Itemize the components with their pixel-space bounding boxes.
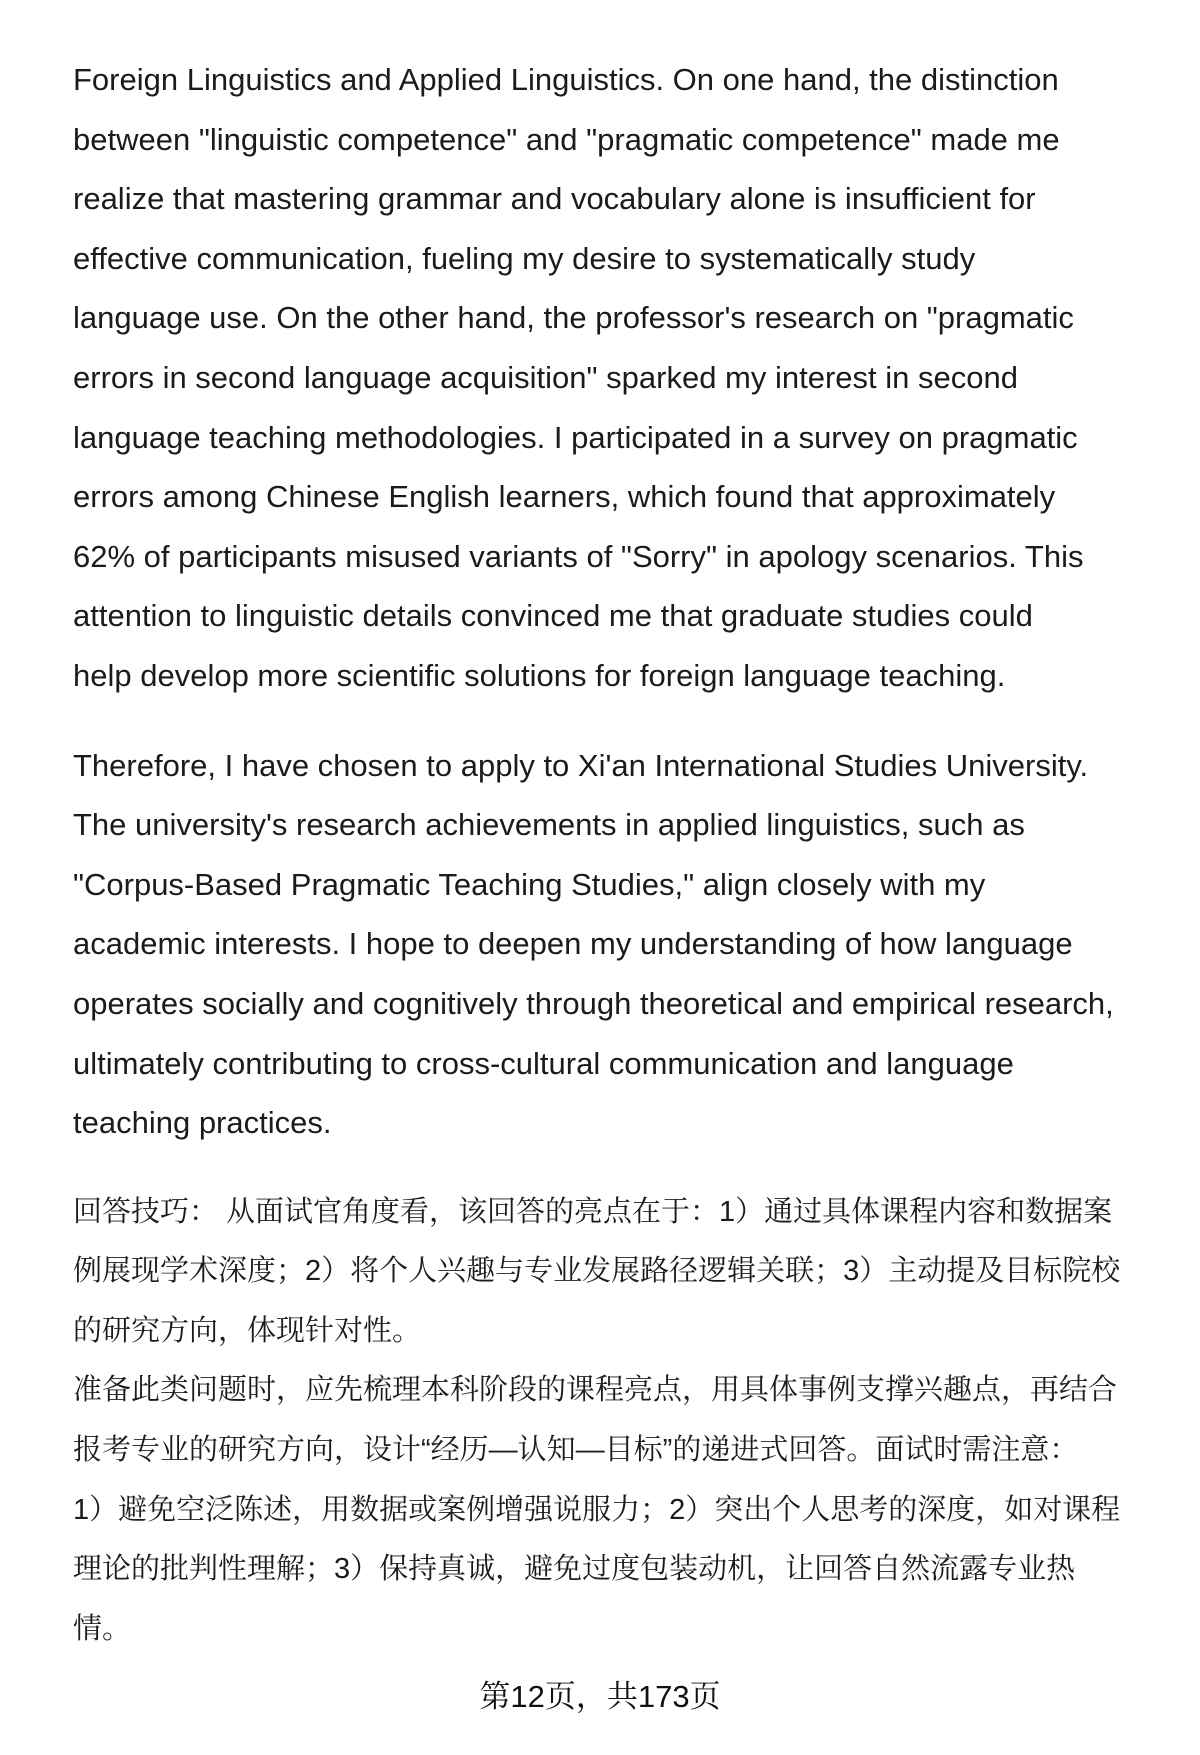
text-line: 例展现学术深度；2）将个人兴趣与专业发展路径逻辑关联；3）主动提及目标院校	[73, 1255, 1121, 1288]
body-paragraph-1	[73, 50, 1173, 706]
text-line: The university's research achievements in applied linguistics, such as	[73, 807, 1025, 843]
tips-paragraph-2	[73, 1361, 1173, 1659]
text-line: help develop more scientific solutions for foreign language teaching.	[73, 657, 1006, 693]
text-line: effective communication, fueling my desire to systematically study	[73, 240, 976, 276]
text-line: 准备此类问题时，应先梳理本科阶段的课程亮点，用具体事例支撑兴趣点，再结合	[73, 1374, 1118, 1407]
text-line: errors in second language acquisition" sparked my interest in second	[73, 359, 1018, 395]
text-line: 理论的批判性理解；3）保持真诚，避免过度包装动机，让回答自然流露专业热	[73, 1553, 1076, 1586]
text-line: realize that mastering grammar and vocabulary alone is insufficient for	[73, 181, 1036, 217]
text-line: 情。	[73, 1612, 132, 1645]
text-line: between "linguistic competence" and "pragmatic competence" made me	[73, 121, 1060, 157]
text-line: language teaching methodologies. I participated in a survey on pragmatic	[73, 419, 1078, 455]
text-line: ultimately contributing to cross-cultural communication and language	[73, 1045, 1014, 1081]
body-paragraph-2	[73, 736, 1173, 1153]
tips-paragraph-1	[73, 1183, 1173, 1362]
text-line: teaching practices.	[73, 1105, 332, 1141]
text-line: 1）避免空泛陈述，用数据或案例增强说服力；2）突出个人思考的深度，如对课程	[73, 1493, 1121, 1526]
text-line: attention to linguistic details convinced me that graduate studies could	[73, 598, 1033, 634]
text-line: language use. On the other hand, the professor's research on "pragmatic	[73, 300, 1074, 336]
text-line: 报考专业的研究方向，设计“经历—认知—目标”的递进式回答。面试时需注意：	[73, 1434, 1079, 1467]
text-line: academic interests. I hope to deepen my understanding of how language	[73, 926, 1073, 962]
text-line: "Corpus-Based Pragmatic Teaching Studies," align closely with my	[73, 866, 986, 902]
text-line: errors among Chinese English learners, which found that approximately	[73, 479, 1056, 515]
text-line: 的研究方向，体现针对性。	[73, 1314, 422, 1347]
page-number-footer: 第12页，共173页	[479, 1679, 721, 1714]
text-line: Therefore, I have chosen to apply to Xi'an International Studies University.	[73, 747, 1089, 783]
text-line: Foreign Linguistics and Applied Linguistics. On one hand, the distinction	[73, 62, 1059, 97]
text-line: 回答技巧： 从面试官角度看，该回答的亮点在于：1）通过具体课程内容和数据案	[73, 1195, 1113, 1228]
text-line: 62% of participants misused variants of "Sorry" in apology scenarios. This	[73, 538, 1084, 574]
text-line: operates socially and cognitively through theoretical and empirical research,	[73, 985, 1114, 1021]
page-content	[73, 50, 1173, 1659]
